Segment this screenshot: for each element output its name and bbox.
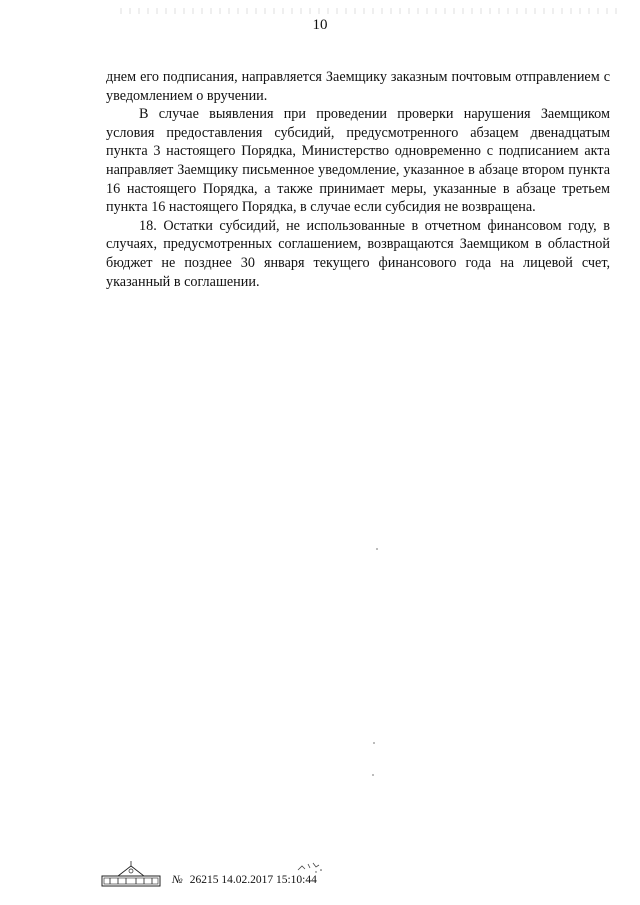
- scan-scribble: [296, 860, 324, 874]
- paragraph-3: 18. Остатки субсидий, не использованные в отчетном финансовом году, в случаях, предусмотренных соглашением, возвращаются Заемщиком в областной бюджет не позднее 30 января текущего финансового года на лицевой счет, указанный в соглашении.: [106, 217, 610, 290]
- page-number: 10: [312, 17, 328, 33]
- scan-noise: [120, 8, 620, 14]
- document-body: [106, 68, 610, 291]
- scan-speck: [373, 742, 375, 744]
- registration-mark: №: [172, 874, 183, 886]
- scan-speck: [376, 548, 378, 550]
- document-footer: [100, 860, 500, 890]
- registration-date: 14.02.2017: [221, 874, 274, 886]
- registration-number: 26215: [189, 874, 219, 886]
- paragraph-2: В случае выявления при проведении проверки нарушения Заемщиком условия предоставления субсидий, предусмотренного абзацем двенадцатым пункта 3 настоящего Порядка, Министерство одновременно с подписанием акта направляет Заемщику письменное уведомление, указанное в абзаце втором пункта 16 настоящего Порядка, а также принимает меры, указанные в абзаце третьем пункта 16 настоящего Порядка, в случае если субсидия не возвращена.: [106, 106, 610, 216]
- registration-time: 15:10:44: [275, 874, 317, 886]
- registration-info: [172, 874, 317, 887]
- building-stamp-icon: [100, 860, 162, 888]
- paragraph-1: днем его подписания, направляется Заемщику заказным почтовым отправлением с уведомлением о вручении.: [106, 69, 610, 104]
- scan-speck: [372, 774, 374, 776]
